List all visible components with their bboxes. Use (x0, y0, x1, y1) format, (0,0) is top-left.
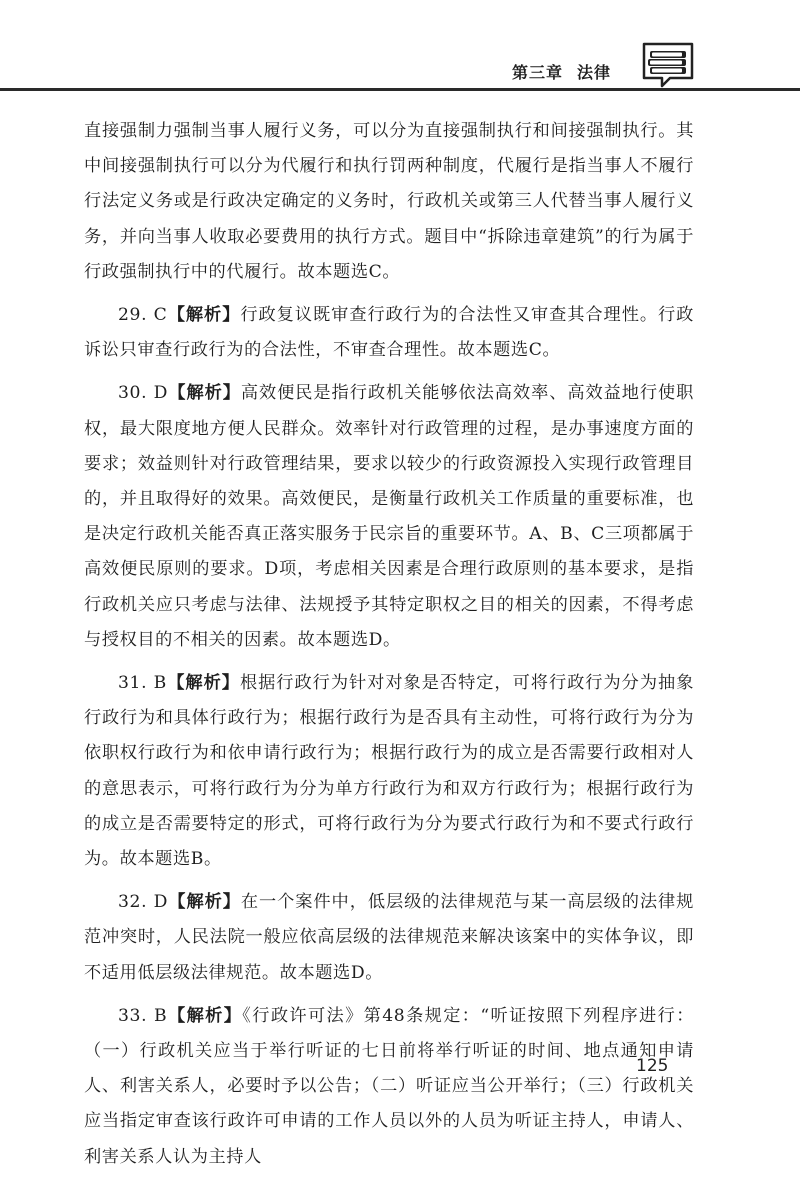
answer-letter: D (153, 383, 168, 404)
answer-33 (84, 999, 694, 1175)
paragraph-continued (84, 114, 694, 290)
chapter-title: 法律 (577, 63, 612, 82)
page-header (0, 0, 800, 92)
answer-31 (84, 666, 694, 877)
paragraph-text: 根据行政行为针对对象是否特定，可将行政行为分为抽象行政行为和具体行政行为；根据行政行为是否具有主动性，可将行政行为分为依职权行政行为和依申请行政行为；根据行政行为的成立是否需要行政相对人的意思表示，可将行政行为分为单方行政行为和双方行政行为；根据行政行为的成立是否需要特定的形式，可将行政行为分为要式行政行为和不要式行政行为。故本题选B。 (84, 673, 694, 870)
answer-explanations (84, 114, 694, 1183)
question-number: 32. (118, 892, 148, 913)
answer-32 (84, 885, 694, 991)
question-number: 30. (118, 383, 148, 404)
answer-letter: B (153, 1005, 168, 1026)
books-icon (640, 40, 696, 90)
question-number: 31. (118, 673, 148, 694)
paragraph-text: 在一个案件中，低层级的法律规范与某一高层级的法律规范冲突时，人民法院一般应依高层级的法律规范来解决该案中的实体争议，即不适用低层级法律规范。故本题选D。 (84, 892, 694, 983)
analysis-tag: 【解析】 (167, 1005, 243, 1026)
paragraph-text: 高效便民是指行政机关能够依法高效率、高效益地行使职权，最大限度地方便人民群众。效率针对行政管理的过程，是办事速度方面的要求；效益则针对行政管理结果，要求以较少的行政资源投入实现行政管理目的，并且取得好的效果。高效便民，是衡量行政机关工作质量的重要标准，也是决定行政机关能否真正落实服务于民宗旨的重要环节。A、B、C三项都属于高效便民原则的要求。D项，考虑相关因素是合理行政原则的基本要求，是指行政机关应只考虑与法律、法规授予其特定职权之目的相关的因素，不得考虑与授权目的不相关的因素。故本题选D。 (84, 383, 694, 650)
answer-letter: B (153, 673, 167, 694)
analysis-tag: 【解析】 (167, 305, 241, 326)
answer-letter: D (153, 892, 168, 913)
question-number: 33. (118, 1005, 148, 1026)
paragraph-text: 直接强制力强制当事人履行义务，可以分为直接强制执行和间接强制执行。其中间接强制执行可以分为代履行和执行罚两种制度，代履行是指当事人不履行行法定义务或是行政决定确定的义务时，行政机关或第三人代替当事人履行义务，并向当事人收取必要费用的执行方式。题目中“拆除违章建筑”的行为属于行政强制执行中的代履行。故本题选C。 (84, 121, 694, 282)
analysis-tag: 【解析】 (167, 892, 241, 913)
answer-letter: C (153, 305, 168, 326)
chapter-number: 第三章 (512, 63, 564, 82)
chapter-heading (512, 60, 611, 83)
analysis-tag: 【解析】 (166, 673, 240, 694)
answer-30 (84, 376, 694, 658)
analysis-tag: 【解析】 (167, 383, 241, 404)
question-number: 29. (118, 305, 148, 326)
page-number: 125 (636, 1056, 669, 1076)
paragraph-text: 行政复议既审查行政行为的合法性又审查其合理性。行政诉讼只审查行政行为的合法性，不审查合理性。故本题选C。 (84, 305, 694, 361)
answer-29 (84, 298, 694, 368)
paragraph-text: 《行政许可法》第48条规定：“听证按照下列程序进行：（一）行政机关应当于举行听证的七日前将举行听证的时间、地点通知申请人、利害关系人，必要时予以公告；（二）听证应当公开举行；（三）行政机关应当指定审查该行政许可申请的工作人员以外的人员为听证主持人，申请人、利害关系人认为主持人 (84, 1005, 694, 1167)
header-rule (0, 88, 800, 91)
